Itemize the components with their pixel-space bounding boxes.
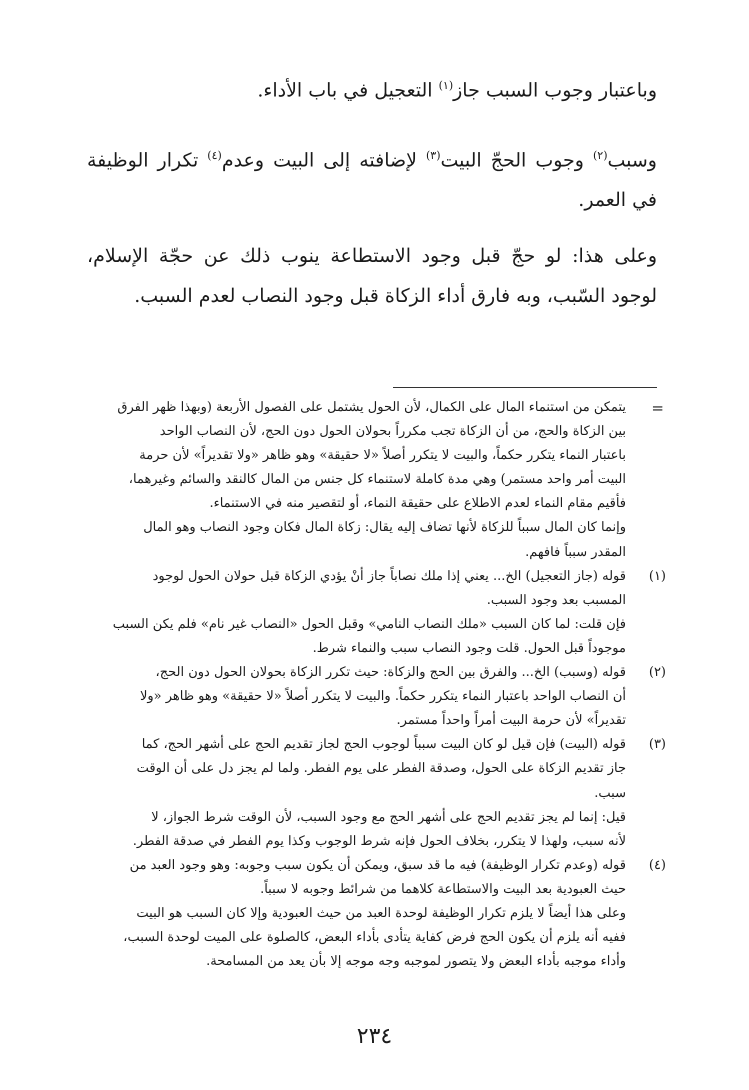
p2-text-c: لإضافته إلى البيت وعدم xyxy=(221,149,426,172)
footnote-2-marker: (٢) xyxy=(648,665,666,681)
footnote-4 xyxy=(78,854,666,974)
footnotes-section xyxy=(78,396,666,974)
footnote-line: لأنه سبب، ولهذا لا يتكرر، بخلاف الحول فإنه شرط الوجوب وكذا يوم الفطر في صدقة الفطر. xyxy=(132,833,626,849)
footnote-line: (٤) قوله (وعدم تكرار الوظيفة) فيه ما قد سبق، ويمكن أن يكون سبب وجوبه: وهو وجود العبد من xyxy=(78,854,666,878)
footnote-line: البيت أمر واحد مستمر) وهي مدة كاملة لاستنماء كل جنس من المال كالنقد والسائم وغيرهما، xyxy=(128,472,626,488)
p2-text-a: وسبب xyxy=(607,149,657,172)
footnote-line: حيث العبودية بعد البيت والاستطاعة كلاهما من شرائط وجوبه لا سبباً. xyxy=(260,881,626,897)
footnote-line: المقدر سبباً فافهم. xyxy=(525,544,626,560)
footnote-line: باعتبار النماء يتكرر حكماً، والبيت لا يتكرر أصلاً «لا حقيقة» وهو ظاهر «ولا تقديراً» لأن حرمة xyxy=(139,448,626,464)
footnote-line: (٢) قوله (وسبب) الخ... والفرق بين الحج والزكاة: حيث تكرر الزكاة بحولان الحول دون الحج، xyxy=(78,661,666,685)
footnote-line: = يتمكن من استنماء المال على الكمال، لأن الحول يشتمل على الفصول الأربعة (وبهذا ظهر الفرق xyxy=(78,396,666,420)
footnote-ref-1: (١) xyxy=(438,79,454,92)
footnote-line: سبب. xyxy=(594,785,626,801)
footnote-line: وإنما كان المال سبباً للزكاة لأنها تضاف إليه يقال: زكاة المال فكان وجود النصاب وهو المال xyxy=(143,520,626,536)
footnote-continuation xyxy=(78,396,666,565)
footnote-line: قيل: إنما لم يجز تقديم الحج على أشهر الحج مع وجود السبب، لأن الوقت شرط الجواز، لا xyxy=(151,809,626,825)
footnote-3-marker: (٣) xyxy=(648,737,666,753)
p1-text-after: التعجيل في باب الأداء. xyxy=(257,79,439,102)
main-paragraph-1 xyxy=(87,66,657,110)
footnote-line: وعلى هذا أيضاً لا يلزم تكرار الوظيفة لوحدة العبد من حيث العبودية وإلا كان السبب هو البيت xyxy=(136,905,626,921)
footnote-1 xyxy=(78,565,666,661)
footnote-line: جاز تقديم الزكاة على الحول، وصدقة الفطر على يوم الفطر. ولما لم يجز دل على أن الوقت xyxy=(136,761,626,777)
main-paragraph-2 xyxy=(87,136,657,220)
footnote-line: فإن قلت: لما كان السبب «ملك النصاب النامي» وقبل الحول «النصاب غير نام» فلم يكن السبب xyxy=(112,616,626,632)
footnote-3 xyxy=(78,733,666,853)
main-paragraph-3: وعلى هذا: لو حجّ قبل وجود الاستطاعة ينوب ذلك عن حجّة الإسلام، لوجود السّبب، وبه فارق أداء الزكاة قبل وجود النصاب لعدم السبب. xyxy=(87,245,657,307)
footnote-line: تقديراً» لأن حرمة البيت أمراً واحداً مستمر. xyxy=(396,713,626,729)
footnote-divider xyxy=(393,387,657,388)
page-number: ٢٣٤ xyxy=(356,1024,393,1049)
footnote-2 xyxy=(78,661,666,733)
footnote-line: موجوداً قبل الحول. قلت وجود النصاب سبب والنماء شرط. xyxy=(312,640,626,656)
footnote-4-marker: (٤) xyxy=(648,857,666,873)
footnote-1-marker: (١) xyxy=(648,568,666,584)
footnote-line: المسبب بعد وجود السبب. xyxy=(486,592,626,608)
footnote-line: (١) قوله (جاز التعجيل) الخ... يعني إذا ملك نصاباً جاز أنْ يؤدي الزكاة قبل حولان الحول لوجود xyxy=(78,565,666,589)
continuation-marker: = xyxy=(651,399,664,417)
p2-text-b: وجوب الحجّ البيت xyxy=(440,149,593,172)
footnote-line: أن النصاب الواحد باعتبار النماء يتكرر حكماً. والبيت لا يتكرر أصلاً «لا حقيقة» وهو ظاهر «ولا xyxy=(139,689,626,705)
p1-text-before: وباعتبار وجوب السبب جاز xyxy=(453,79,657,102)
p2-text-d: تكرار الوظيفة في العمر. xyxy=(87,149,657,212)
footnote-line: ففيه أنه يلزم أن يكون الحج فرض كفاية يتأدى بأداء البعض، كالصلوة على الميت لوحدة السبب، xyxy=(123,930,626,946)
footnote-line: بين الزكاة والحج، من أن الزكاة تجب مكرراً بحولان الحول دون الحج، لأن النصاب الواحد xyxy=(159,424,626,440)
footnote-line: فأقيم مقام النماء لعدم الاطلاع على حقيقة النماء، أو لتقصير منه في الاستنماء. xyxy=(209,496,626,512)
footnote-ref-4: (٤) xyxy=(207,149,222,162)
footnote-ref-3: (٣) xyxy=(426,149,441,162)
footnote-line: وأداء موجبه بأداء البعض ولا يتصور لموجبه وجه موجه إلا بأن يعد من المسامحة. xyxy=(206,954,626,970)
footnote-ref-2: (٢) xyxy=(592,149,608,162)
footnote-line: (٣) قوله (البيت) فإن قيل لو كان البيت سبباً لوجوب الحج لجاز تقديم الحج على أشهر الحج، كما xyxy=(78,733,666,757)
